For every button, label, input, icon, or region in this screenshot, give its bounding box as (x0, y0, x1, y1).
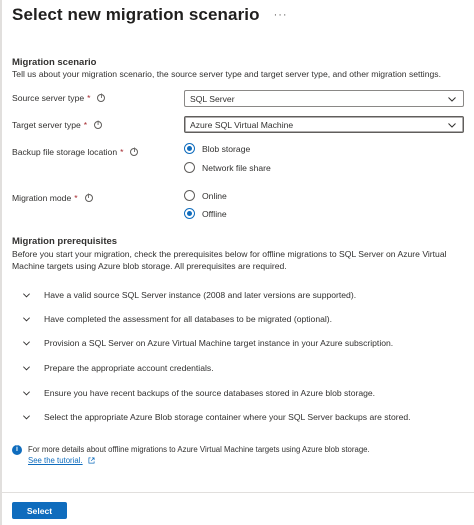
source-server-label: Source server type * i (12, 93, 105, 103)
backup-storage-label: Backup file storage location * i (12, 147, 138, 157)
chevron-down-icon (22, 364, 31, 373)
info-note (12, 444, 370, 466)
select-button[interactable]: Select (12, 502, 67, 519)
prereq-item[interactable]: Have completed the assessment for all databases to be migrated (optional). (22, 314, 332, 324)
chevron-down-icon (22, 389, 31, 398)
prereq-description: Before you start your migration, check the prerequisites below for offline migrations to SQL Server on Azure Virtual Machine targets using Azure blob storage. All prerequisites are required. (12, 249, 447, 271)
prereq-title: Migration prerequisites (12, 236, 118, 247)
page-title: Select new migration scenario (12, 5, 260, 24)
chevron-down-icon (447, 120, 457, 130)
radio-network-file-share[interactable]: Network file share (184, 162, 271, 173)
info-icon[interactable] (130, 148, 138, 156)
chevron-down-icon (22, 315, 31, 324)
radio-online[interactable]: Online (184, 190, 227, 201)
radio-button[interactable] (184, 190, 195, 201)
info-icon[interactable] (85, 194, 93, 202)
radio-offline[interactable]: Offline (184, 208, 227, 219)
radio-button-checked[interactable] (184, 208, 195, 219)
prereq-item[interactable]: Provision a SQL Server on Azure Virtual Machine target instance in your Azure subscription. (22, 338, 393, 348)
info-icon[interactable] (94, 121, 102, 129)
info-icon[interactable] (97, 94, 105, 102)
scenario-description: Tell us about your migration scenario, the source server type and target server type, and other migration settings. (12, 69, 441, 79)
scenario-title: Migration scenario (12, 57, 97, 68)
prereq-item[interactable]: Ensure you have recent backups of the source databases stored in Azure blob storage. (22, 388, 375, 398)
source-server-dropdown[interactable]: SQL Server (184, 90, 464, 107)
target-server-dropdown[interactable]: Azure SQL Virtual Machine (184, 116, 464, 133)
external-link-icon[interactable] (88, 457, 95, 464)
prereq-item[interactable]: Have a valid source SQL Server instance (2008 and later versions are supported). (22, 290, 356, 300)
tutorial-link[interactable]: See the tutorial. (28, 456, 83, 465)
panel-header (12, 4, 288, 26)
chevron-down-icon (447, 94, 457, 104)
info-circle-icon: i (12, 445, 22, 455)
prereq-item[interactable]: Prepare the appropriate account credentials. (22, 363, 214, 373)
more-options-icon[interactable]: ··· (273, 9, 288, 21)
footer-divider (2, 492, 474, 493)
radio-blob-storage[interactable]: Blob storage (184, 143, 250, 154)
chevron-down-icon (22, 291, 31, 300)
note-text: For more details about offline migrations to Azure Virtual Machine targets using Azure blob storage. (28, 445, 370, 454)
prereq-item[interactable]: Select the appropriate Azure Blob storage container where your SQL Server backups are stored. (22, 412, 411, 422)
radio-button-checked[interactable] (184, 143, 195, 154)
migration-mode-label: Migration mode * i (12, 193, 93, 203)
chevron-down-icon (22, 339, 31, 348)
target-server-label: Target server type * i (12, 120, 102, 130)
chevron-down-icon (22, 413, 31, 422)
panel-left-border (0, 0, 2, 525)
radio-button[interactable] (184, 162, 195, 173)
